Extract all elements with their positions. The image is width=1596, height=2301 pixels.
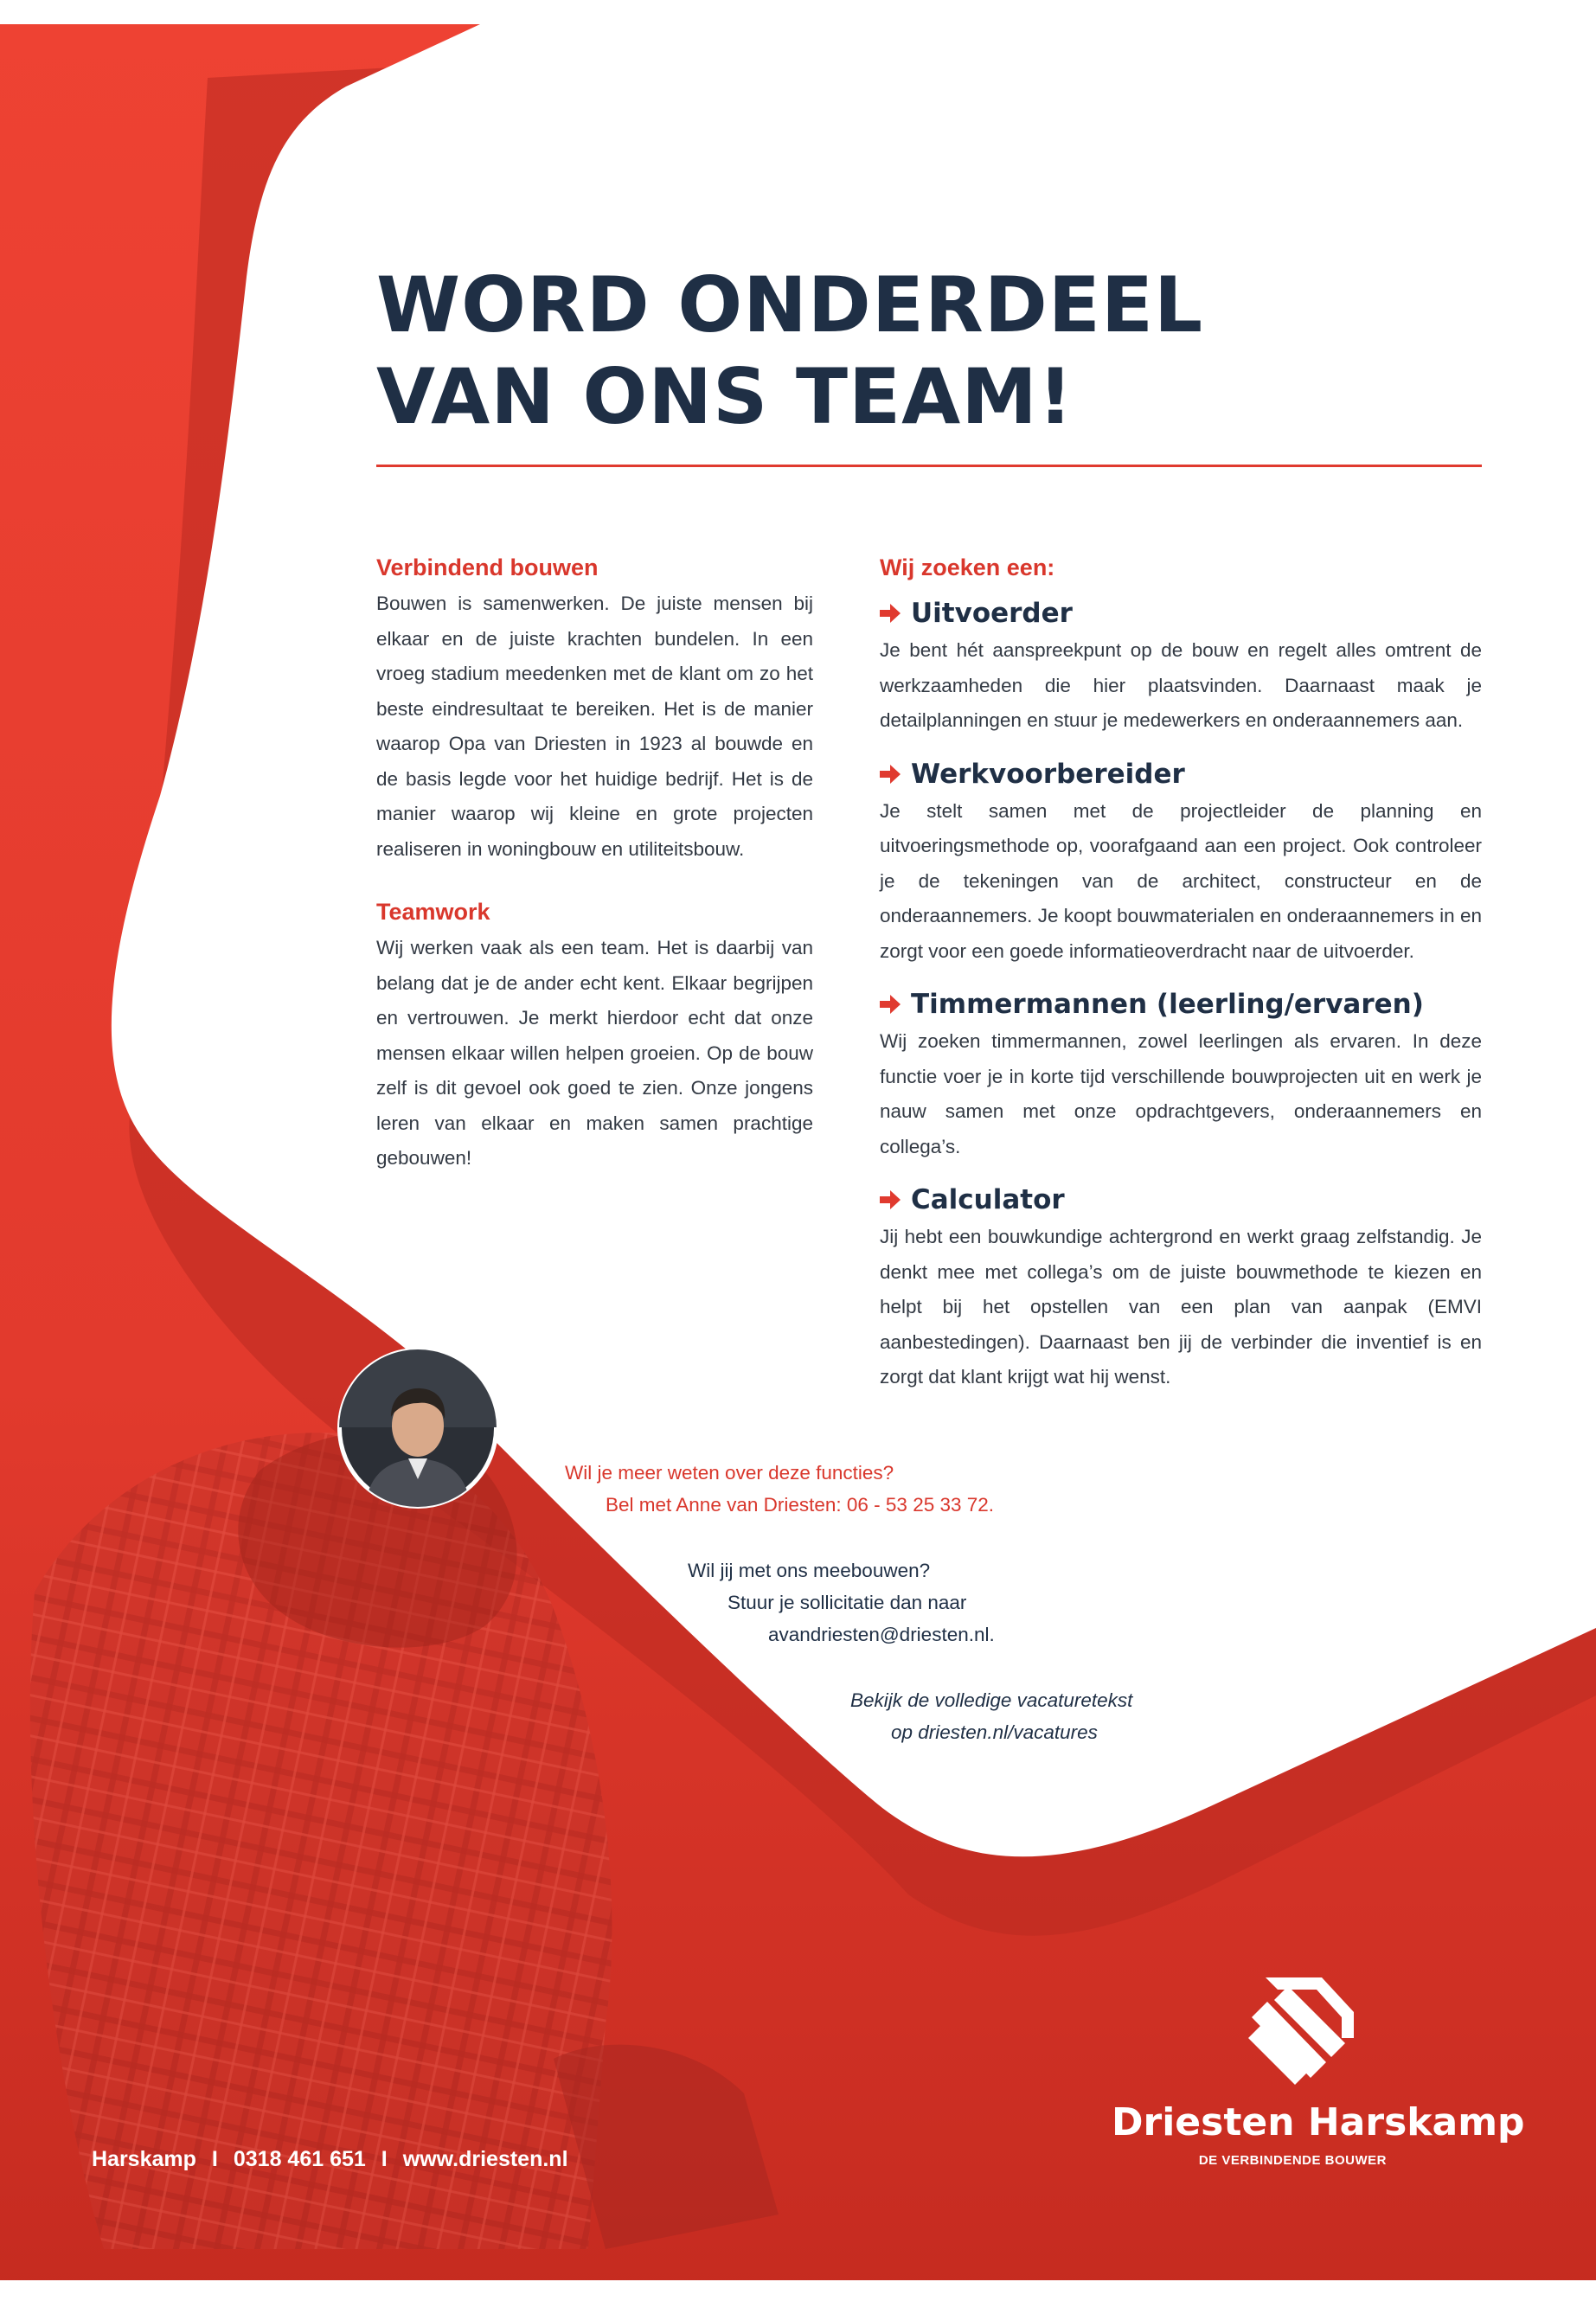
job-title: Calculator	[911, 1184, 1065, 1215]
footer-contact	[92, 2147, 568, 2172]
section-heading: Teamwork	[376, 899, 490, 925]
arrow-right-icon	[880, 604, 901, 623]
arrow-right-icon	[880, 995, 901, 1014]
more-info-line-1: Bekijk de volledige vacaturetekst	[850, 1689, 1133, 1711]
section-heading: Verbindend bouwen	[376, 554, 599, 580]
job-werkvoorbereider	[880, 756, 1482, 970]
job-header	[880, 1182, 1482, 1218]
job-title: Timmermannen (leerling/ervaren)	[911, 989, 1424, 1020]
job-description: Je bent hét aanspreekpunt op de bouw en regelt alles omtrent de werkzaamheden die hier plaatsvinden. Daarnaast maak je detailplanningen en stuur je medewerkers en onderaannemers aan.	[880, 639, 1482, 731]
footer-separator: I	[211, 2147, 218, 2171]
section-body: Bouwen is samenwerken. De juiste mensen bij elkaar en de juiste krachten bundelen. In een vroeg stadium meedenken met de klant om zo het beste eindresultaat te bereiken. Het is de manier waarop Opa van Driesten in 1923 al bouwde en de basis legde voor het huidige bedrijf. Het is de manier waarop wij kleine en grote projecten realiseren in woningbouw en utiliteitsbouw.	[376, 593, 813, 860]
more-info-link[interactable]: op driesten.nl/vacatures	[891, 1721, 1098, 1743]
right-column	[880, 550, 1482, 1413]
job-title: Werkvoorbereider	[911, 758, 1185, 790]
job-uitvoerder	[880, 595, 1482, 739]
contact-avatar	[339, 1349, 497, 1507]
job-timmermannen	[880, 986, 1482, 1164]
job-description: Wij zoeken timmermannen, zowel leerlingen als ervaren. In deze functie voer je in korte tijd verschillende bouwprojecten uit en werk je nauw samen met onze opdrachtgevers, onderaannemers en collega’s.	[880, 1030, 1482, 1157]
page-title	[376, 260, 1203, 443]
footer-separator: I	[381, 2147, 388, 2171]
job-description: Je stelt samen met de projectleider de planning en uitvoeringsmethode op, voorafgaand aan een project. Ook controleer je de tekeningen van de architect, constructeur en de onderaannemers. Je koopt bouwmaterialen en onderaannemers in en zorgt voor een goede informatieoverdracht naar de uitvoerder.	[880, 799, 1482, 962]
job-calculator	[880, 1182, 1482, 1395]
section-body: Wij werken vaak als een team. Het is daarbij van belang dat je de ander echt kent. Elkaar begrijpen en vertrouwen. Je merkt hierdoor echt dat onze mensen elkaar willen helpen groeien. Op de bouw zelf is dit gevoel ook goed te zien. Onze jongens leren van elkaar en maken samen prachtige gebouwen!	[376, 937, 813, 1169]
apply-question: Wil jij met ons meebouwen?	[688, 1560, 931, 1581]
job-header	[880, 595, 1482, 631]
contact-call: Bel met Anne van Driesten: 06 - 53 25 33 72.	[606, 1494, 995, 1516]
company-logo	[1112, 1971, 1525, 2178]
jobs-heading: Wij zoeken een:	[880, 554, 1055, 580]
footer-phone[interactable]: 0318 461 651	[233, 2147, 366, 2171]
logo-name: Driesten Harskamp	[1112, 2100, 1525, 2144]
section-teamwork	[376, 894, 813, 1176]
logo-mark-icon	[1240, 1971, 1361, 2092]
apply-email[interactable]: avandriesten@driesten.nl.	[768, 1624, 995, 1645]
job-header	[880, 986, 1482, 1022]
job-description: Jij hebt een bouwkundige achtergrond en werkt graag zelfstandig. Je denkt mee met collega’s om de juiste bouwmethode te kiezen en helpt bij het opstellen van een plan van aanpak (EMVI aanbestedingen). Daarnaast ben jij de verbinder die inventief is en zorgt dat klant krijgt wat hij wenst.	[880, 1226, 1482, 1388]
footer-website[interactable]: www.driesten.nl	[402, 2147, 568, 2171]
section-verbindend-bouwen	[376, 550, 813, 867]
title-line-1: WORD ONDERDEEL	[376, 260, 1204, 349]
title-line-2: VAN ONS TEAM!	[376, 352, 1074, 441]
job-title: Uitvoerder	[911, 598, 1073, 629]
apply-text: Stuur je sollicitatie dan naar	[727, 1592, 967, 1613]
job-header	[880, 756, 1482, 792]
footer-location: Harskamp	[92, 2147, 196, 2171]
logo-tagline: DE VERBINDENDE BOUWER	[1198, 2153, 1387, 2168]
contact-question: Wil je meer weten over deze functies?	[565, 1462, 894, 1484]
left-column	[376, 550, 813, 1199]
title-divider	[376, 465, 1482, 467]
person-photo	[339, 1349, 497, 1507]
arrow-right-icon	[880, 765, 901, 784]
arrow-right-icon	[880, 1190, 901, 1209]
